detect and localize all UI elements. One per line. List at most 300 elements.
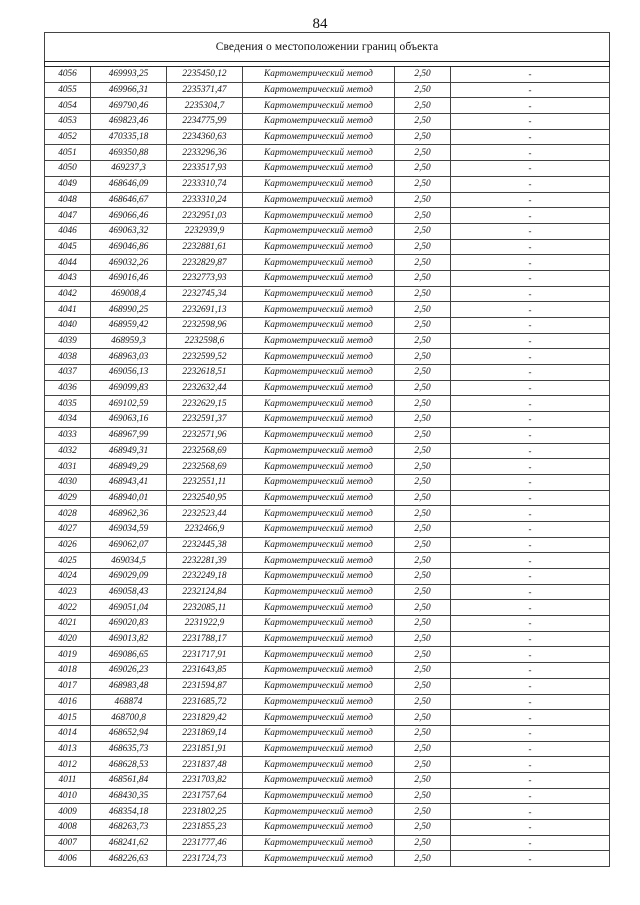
accuracy-cell: 2,50 [395, 710, 451, 726]
accuracy-cell: 2,50 [395, 302, 451, 318]
point-number-cell: 4051 [45, 145, 91, 161]
method-cell: Картометрический метод [243, 663, 395, 679]
coordinate-x-cell: 468940,01 [91, 490, 167, 506]
table-row [45, 788, 610, 804]
coordinate-x-cell: 469102,59 [91, 396, 167, 412]
method-cell: Картометрический метод [243, 725, 395, 741]
table-row [45, 318, 610, 334]
note-cell: - [451, 678, 610, 694]
note-cell: - [451, 114, 610, 130]
method-cell: Картометрический метод [243, 631, 395, 647]
note-cell: - [451, 631, 610, 647]
point-number-cell: 4042 [45, 286, 91, 302]
coordinate-y-cell: 2233296,36 [167, 145, 243, 161]
point-number-cell: 4054 [45, 98, 91, 114]
accuracy-cell: 2,50 [395, 427, 451, 443]
accuracy-cell: 2,50 [395, 741, 451, 757]
method-cell: Картометрический метод [243, 506, 395, 522]
note-cell: - [451, 129, 610, 145]
table-row [45, 820, 610, 836]
note-cell: - [451, 490, 610, 506]
coordinate-y-cell: 2232281,39 [167, 553, 243, 569]
method-cell: Картометрический метод [243, 474, 395, 490]
method-cell: Картометрический метод [243, 835, 395, 851]
accuracy-cell: 2,50 [395, 725, 451, 741]
coordinate-x-cell: 468561,84 [91, 772, 167, 788]
coordinate-y-cell: 2232466,9 [167, 521, 243, 537]
point-number-cell: 4045 [45, 239, 91, 255]
method-cell: Картометрический метод [243, 67, 395, 83]
table-row [45, 741, 610, 757]
coordinate-x-cell: 469032,26 [91, 255, 167, 271]
method-cell: Картометрический метод [243, 757, 395, 773]
point-number-cell: 4029 [45, 490, 91, 506]
note-cell: - [451, 208, 610, 224]
coordinate-x-cell: 469237,3 [91, 161, 167, 177]
table-row [45, 239, 610, 255]
table-row [45, 176, 610, 192]
coordinate-y-cell: 2234775,99 [167, 114, 243, 130]
point-number-cell: 4021 [45, 616, 91, 632]
note-cell: - [451, 67, 610, 83]
table-body [45, 67, 610, 867]
table-row [45, 255, 610, 271]
table-row [45, 380, 610, 396]
table-row [45, 506, 610, 522]
table-row [45, 208, 610, 224]
table-row [45, 459, 610, 475]
note-cell: - [451, 412, 610, 428]
method-cell: Картометрический метод [243, 490, 395, 506]
coordinate-x-cell: 469020,83 [91, 616, 167, 632]
note-cell: - [451, 851, 610, 867]
boundary-coordinates-table [44, 32, 610, 867]
coordinate-x-cell: 468962,36 [91, 506, 167, 522]
coordinate-x-cell: 469350,88 [91, 145, 167, 161]
coordinate-y-cell: 2233310,24 [167, 192, 243, 208]
coordinate-y-cell: 2231851,91 [167, 741, 243, 757]
table-row [45, 710, 610, 726]
coordinate-y-cell: 2231777,46 [167, 835, 243, 851]
method-cell: Картометрический метод [243, 286, 395, 302]
note-cell: - [451, 788, 610, 804]
coordinate-y-cell: 2232691,13 [167, 302, 243, 318]
method-cell: Картометрический метод [243, 176, 395, 192]
table-row [45, 757, 610, 773]
point-number-cell: 4019 [45, 647, 91, 663]
accuracy-cell: 2,50 [395, 694, 451, 710]
method-cell: Картометрический метод [243, 380, 395, 396]
accuracy-cell: 2,50 [395, 443, 451, 459]
point-number-cell: 4047 [45, 208, 91, 224]
point-number-cell: 4016 [45, 694, 91, 710]
note-cell: - [451, 474, 610, 490]
note-cell: - [451, 663, 610, 679]
note-cell: - [451, 286, 610, 302]
point-number-cell: 4012 [45, 757, 91, 773]
coordinate-y-cell: 2231788,17 [167, 631, 243, 647]
point-number-cell: 4027 [45, 521, 91, 537]
table-row [45, 851, 610, 867]
coordinate-x-cell: 469026,23 [91, 663, 167, 679]
coordinate-x-cell: 468943,41 [91, 474, 167, 490]
accuracy-cell: 2,50 [395, 286, 451, 302]
point-number-cell: 4025 [45, 553, 91, 569]
point-number-cell: 4053 [45, 114, 91, 130]
note-cell: - [451, 223, 610, 239]
accuracy-cell: 2,50 [395, 318, 451, 334]
accuracy-cell: 2,50 [395, 129, 451, 145]
method-cell: Картометрический метод [243, 412, 395, 428]
accuracy-cell: 2,50 [395, 270, 451, 286]
table-row [45, 98, 610, 114]
point-number-cell: 4026 [45, 537, 91, 553]
point-number-cell: 4009 [45, 804, 91, 820]
table-row [45, 804, 610, 820]
coordinate-x-cell: 468635,73 [91, 741, 167, 757]
note-cell: - [451, 616, 610, 632]
coordinate-x-cell: 469013,82 [91, 631, 167, 647]
coordinate-y-cell: 2231685,72 [167, 694, 243, 710]
accuracy-cell: 2,50 [395, 208, 451, 224]
note-cell: - [451, 710, 610, 726]
note-cell: - [451, 396, 610, 412]
note-cell: - [451, 192, 610, 208]
method-cell: Картометрический метод [243, 710, 395, 726]
coordinate-y-cell: 2232249,18 [167, 569, 243, 585]
coordinate-y-cell: 2231837,48 [167, 757, 243, 773]
coordinate-y-cell: 2232939,9 [167, 223, 243, 239]
coordinate-x-cell: 468983,48 [91, 678, 167, 694]
coordinate-x-cell: 470335,18 [91, 129, 167, 145]
point-number-cell: 4055 [45, 82, 91, 98]
point-number-cell: 4037 [45, 365, 91, 381]
accuracy-cell: 2,50 [395, 365, 451, 381]
point-number-cell: 4041 [45, 302, 91, 318]
note-cell: - [451, 600, 610, 616]
accuracy-cell: 2,50 [395, 380, 451, 396]
coordinate-y-cell: 2232571,96 [167, 427, 243, 443]
note-cell: - [451, 302, 610, 318]
table-row [45, 67, 610, 83]
coordinate-y-cell: 2232540,95 [167, 490, 243, 506]
point-number-cell: 4038 [45, 349, 91, 365]
coordinate-x-cell: 469062,07 [91, 537, 167, 553]
accuracy-cell: 2,50 [395, 569, 451, 585]
accuracy-cell: 2,50 [395, 349, 451, 365]
accuracy-cell: 2,50 [395, 223, 451, 239]
note-cell: - [451, 255, 610, 271]
coordinate-x-cell: 469086,65 [91, 647, 167, 663]
note-cell: - [451, 145, 610, 161]
table-row [45, 474, 610, 490]
note-cell: - [451, 333, 610, 349]
accuracy-cell: 2,50 [395, 239, 451, 255]
point-number-cell: 4014 [45, 725, 91, 741]
coordinate-y-cell: 2231717,91 [167, 647, 243, 663]
coordinate-y-cell: 2231703,82 [167, 772, 243, 788]
coordinate-y-cell: 2231802,25 [167, 804, 243, 820]
coordinate-y-cell: 2232523,44 [167, 506, 243, 522]
table-row [45, 443, 610, 459]
coordinate-x-cell: 468963,03 [91, 349, 167, 365]
note-cell: - [451, 741, 610, 757]
coordinate-y-cell: 2232598,6 [167, 333, 243, 349]
note-cell: - [451, 443, 610, 459]
note-cell: - [451, 459, 610, 475]
point-number-cell: 4034 [45, 412, 91, 428]
method-cell: Картометрический метод [243, 302, 395, 318]
method-cell: Картометрический метод [243, 521, 395, 537]
point-number-cell: 4056 [45, 67, 91, 83]
note-cell: - [451, 584, 610, 600]
table-row [45, 223, 610, 239]
accuracy-cell: 2,50 [395, 82, 451, 98]
table-row [45, 835, 610, 851]
point-number-cell: 4031 [45, 459, 91, 475]
point-number-cell: 4010 [45, 788, 91, 804]
note-cell: - [451, 521, 610, 537]
method-cell: Картометрический метод [243, 365, 395, 381]
accuracy-cell: 2,50 [395, 757, 451, 773]
point-number-cell: 4023 [45, 584, 91, 600]
accuracy-cell: 2,50 [395, 192, 451, 208]
coordinate-y-cell: 2232599,52 [167, 349, 243, 365]
table-row [45, 553, 610, 569]
table-row [45, 725, 610, 741]
coordinate-y-cell: 2234360,63 [167, 129, 243, 145]
note-cell: - [451, 318, 610, 334]
point-number-cell: 4052 [45, 129, 91, 145]
coordinate-x-cell: 469046,86 [91, 239, 167, 255]
accuracy-cell: 2,50 [395, 804, 451, 820]
coordinate-x-cell: 469008,4 [91, 286, 167, 302]
table-row [45, 647, 610, 663]
accuracy-cell: 2,50 [395, 459, 451, 475]
coordinate-y-cell: 2233517,93 [167, 161, 243, 177]
method-cell: Картометрический метод [243, 804, 395, 820]
method-cell: Картометрический метод [243, 569, 395, 585]
point-number-cell: 4033 [45, 427, 91, 443]
method-cell: Картометрический метод [243, 694, 395, 710]
table-row [45, 490, 610, 506]
coordinate-y-cell: 2232085,11 [167, 600, 243, 616]
method-cell: Картометрический метод [243, 537, 395, 553]
accuracy-cell: 2,50 [395, 176, 451, 192]
accuracy-cell: 2,50 [395, 851, 451, 867]
note-cell: - [451, 427, 610, 443]
table-row [45, 302, 610, 318]
point-number-cell: 4032 [45, 443, 91, 459]
table-row [45, 396, 610, 412]
point-number-cell: 4046 [45, 223, 91, 239]
note-cell: - [451, 647, 610, 663]
table-row [45, 286, 610, 302]
method-cell: Картометрический метод [243, 145, 395, 161]
method-cell: Картометрический метод [243, 600, 395, 616]
accuracy-cell: 2,50 [395, 474, 451, 490]
method-cell: Картометрический метод [243, 208, 395, 224]
point-number-cell: 4017 [45, 678, 91, 694]
point-number-cell: 4028 [45, 506, 91, 522]
note-cell: - [451, 239, 610, 255]
note-cell: - [451, 804, 610, 820]
coordinate-x-cell: 468959,3 [91, 333, 167, 349]
coordinate-x-cell: 469034,59 [91, 521, 167, 537]
coordinate-x-cell: 468354,18 [91, 804, 167, 820]
method-cell: Картометрический метод [243, 584, 395, 600]
coordinate-x-cell: 469056,13 [91, 365, 167, 381]
table-row [45, 584, 610, 600]
accuracy-cell: 2,50 [395, 663, 451, 679]
point-number-cell: 4030 [45, 474, 91, 490]
accuracy-cell: 2,50 [395, 600, 451, 616]
table-row [45, 114, 610, 130]
method-cell: Картометрический метод [243, 427, 395, 443]
accuracy-cell: 2,50 [395, 490, 451, 506]
method-cell: Картометрический метод [243, 129, 395, 145]
point-number-cell: 4048 [45, 192, 91, 208]
point-number-cell: 4013 [45, 741, 91, 757]
method-cell: Картометрический метод [243, 616, 395, 632]
coordinate-x-cell: 468263,73 [91, 820, 167, 836]
table-row [45, 270, 610, 286]
method-cell: Картометрический метод [243, 678, 395, 694]
point-number-cell: 4006 [45, 851, 91, 867]
note-cell: - [451, 380, 610, 396]
coordinate-x-cell: 468628,53 [91, 757, 167, 773]
accuracy-cell: 2,50 [395, 114, 451, 130]
method-cell: Картометрический метод [243, 741, 395, 757]
coordinate-y-cell: 2232445,38 [167, 537, 243, 553]
method-cell: Картометрический метод [243, 647, 395, 663]
coordinate-x-cell: 468430,35 [91, 788, 167, 804]
coordinate-y-cell: 2232773,93 [167, 270, 243, 286]
table-row [45, 365, 610, 381]
coordinate-x-cell: 469058,43 [91, 584, 167, 600]
accuracy-cell: 2,50 [395, 161, 451, 177]
accuracy-cell: 2,50 [395, 396, 451, 412]
point-number-cell: 4024 [45, 569, 91, 585]
table-row [45, 333, 610, 349]
table-row [45, 772, 610, 788]
accuracy-cell: 2,50 [395, 820, 451, 836]
point-number-cell: 4007 [45, 835, 91, 851]
table-row [45, 537, 610, 553]
coordinate-y-cell: 2231724,73 [167, 851, 243, 867]
coordinate-y-cell: 2233310,74 [167, 176, 243, 192]
note-cell: - [451, 537, 610, 553]
coordinate-y-cell: 2232568,69 [167, 459, 243, 475]
coordinate-x-cell: 468226,63 [91, 851, 167, 867]
coordinate-x-cell: 469063,32 [91, 223, 167, 239]
table-title: Сведения о местоположении границ объекта [45, 33, 610, 62]
note-cell: - [451, 757, 610, 773]
coordinate-y-cell: 2231757,64 [167, 788, 243, 804]
coordinate-y-cell: 2235304,7 [167, 98, 243, 114]
point-number-cell: 4050 [45, 161, 91, 177]
method-cell: Картометрический метод [243, 114, 395, 130]
coordinate-y-cell: 2232598,96 [167, 318, 243, 334]
point-number-cell: 4018 [45, 663, 91, 679]
coordinate-y-cell: 2232618,51 [167, 365, 243, 381]
point-number-cell: 4022 [45, 600, 91, 616]
page-number: 84 [312, 16, 328, 32]
point-number-cell: 4044 [45, 255, 91, 271]
coordinate-y-cell: 2231855,23 [167, 820, 243, 836]
accuracy-cell: 2,50 [395, 647, 451, 663]
accuracy-cell: 2,50 [395, 772, 451, 788]
method-cell: Картометрический метод [243, 223, 395, 239]
coordinate-y-cell: 2235371,47 [167, 82, 243, 98]
note-cell: - [451, 694, 610, 710]
note-cell: - [451, 553, 610, 569]
note-cell: - [451, 772, 610, 788]
coordinate-y-cell: 2232124,84 [167, 584, 243, 600]
table-row [45, 192, 610, 208]
note-cell: - [451, 725, 610, 741]
coordinate-x-cell: 469051,04 [91, 600, 167, 616]
coordinate-x-cell: 469034,5 [91, 553, 167, 569]
table-row [45, 129, 610, 145]
method-cell: Картометрический метод [243, 270, 395, 286]
method-cell: Картометрический метод [243, 443, 395, 459]
method-cell: Картометрический метод [243, 851, 395, 867]
method-cell: Картометрический метод [243, 239, 395, 255]
note-cell: - [451, 270, 610, 286]
method-cell: Картометрический метод [243, 255, 395, 271]
coordinate-x-cell: 468967,99 [91, 427, 167, 443]
method-cell: Картометрический метод [243, 318, 395, 334]
coordinate-y-cell: 2232591,37 [167, 412, 243, 428]
coordinate-y-cell: 2231869,14 [167, 725, 243, 741]
note-cell: - [451, 82, 610, 98]
coordinate-x-cell: 469099,83 [91, 380, 167, 396]
table-row [45, 694, 610, 710]
method-cell: Картометрический метод [243, 788, 395, 804]
point-number-cell: 4043 [45, 270, 91, 286]
note-cell: - [451, 365, 610, 381]
accuracy-cell: 2,50 [395, 788, 451, 804]
coordinate-y-cell: 2232745,34 [167, 286, 243, 302]
method-cell: Картометрический метод [243, 192, 395, 208]
coordinate-x-cell: 468949,29 [91, 459, 167, 475]
coordinate-x-cell: 469966,31 [91, 82, 167, 98]
accuracy-cell: 2,50 [395, 333, 451, 349]
point-number-cell: 4020 [45, 631, 91, 647]
coordinate-y-cell: 2232951,03 [167, 208, 243, 224]
coordinate-x-cell: 468241,62 [91, 835, 167, 851]
coordinate-x-cell: 468700,8 [91, 710, 167, 726]
note-cell: - [451, 176, 610, 192]
method-cell: Картометрический метод [243, 333, 395, 349]
coordinate-y-cell: 2235450,12 [167, 67, 243, 83]
table-row [45, 569, 610, 585]
table-row [45, 600, 610, 616]
coordinate-x-cell: 468652,94 [91, 725, 167, 741]
coordinate-y-cell: 2231643,85 [167, 663, 243, 679]
coordinate-x-cell: 468949,31 [91, 443, 167, 459]
method-cell: Картометрический метод [243, 553, 395, 569]
point-number-cell: 4011 [45, 772, 91, 788]
accuracy-cell: 2,50 [395, 67, 451, 83]
table-row [45, 616, 610, 632]
point-number-cell: 4036 [45, 380, 91, 396]
accuracy-cell: 2,50 [395, 412, 451, 428]
table-row [45, 412, 610, 428]
accuracy-cell: 2,50 [395, 506, 451, 522]
coordinate-x-cell: 469790,46 [91, 98, 167, 114]
